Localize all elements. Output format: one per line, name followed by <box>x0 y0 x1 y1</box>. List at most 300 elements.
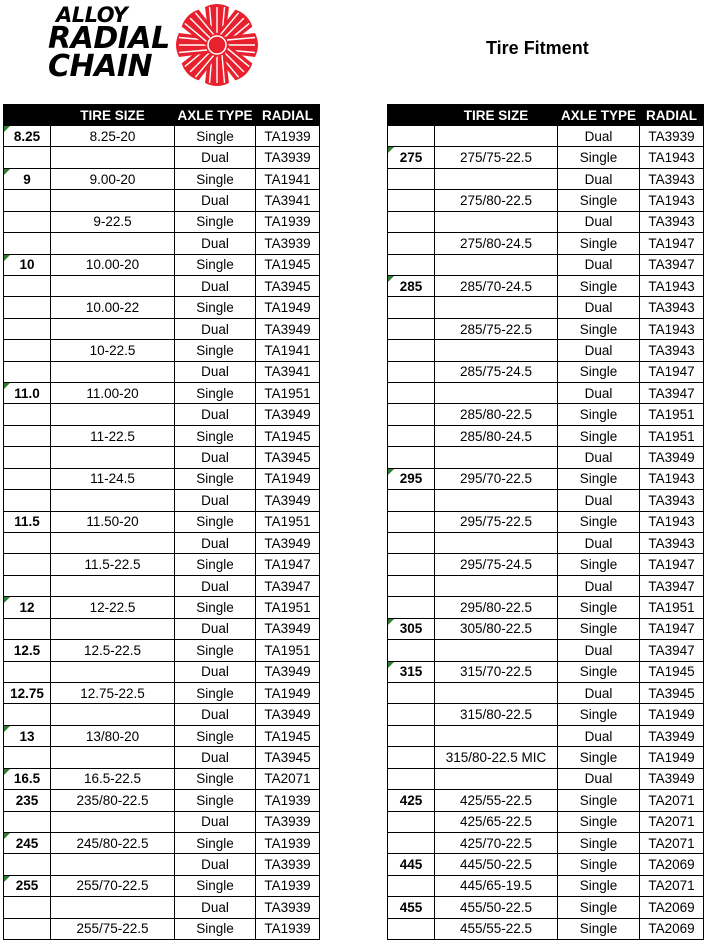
tire-size-cell <box>435 254 558 275</box>
tire-size-cell: 295/75-22.5 <box>435 511 558 532</box>
column-header-tire-size: TIRE SIZE <box>51 105 175 126</box>
radial-part-cell: TA3939 <box>256 147 320 168</box>
radial-part-cell: TA2069 <box>640 854 704 875</box>
axle-type-cell: Single <box>558 190 640 211</box>
tire-size-cell: 275/75-22.5 <box>435 147 558 168</box>
radial-part-cell: TA1947 <box>640 554 704 575</box>
table-row <box>4 854 320 875</box>
radial-part-cell: TA1949 <box>256 682 320 703</box>
row-size-group: 12.75 <box>4 682 51 703</box>
radial-part-cell: TA2071 <box>256 768 320 789</box>
table-row <box>388 640 704 661</box>
axle-type-cell: Single <box>175 768 256 789</box>
tire-size-cell: 315/80-22.5 <box>435 704 558 725</box>
row-size-group <box>388 875 435 896</box>
tire-size-cell <box>51 533 175 554</box>
tire-size-cell <box>435 575 558 596</box>
fitment-table-left <box>3 104 320 940</box>
axle-type-cell: Dual <box>558 126 640 147</box>
tire-size-cell: 295/80-22.5 <box>435 597 558 618</box>
axle-type-cell: Single <box>175 790 256 811</box>
radial-part-cell: TA1945 <box>256 425 320 446</box>
tire-size-cell: 16.5-22.5 <box>51 768 175 789</box>
radial-part-cell: TA3939 <box>256 854 320 875</box>
axle-type-cell: Single <box>558 597 640 618</box>
axle-type-cell: Dual <box>558 640 640 661</box>
table-row <box>4 340 320 361</box>
tire-size-cell: 10.00-20 <box>51 254 175 275</box>
table-row <box>4 404 320 425</box>
axle-type-cell: Single <box>175 640 256 661</box>
table-row <box>388 918 704 939</box>
axle-type-cell: Single <box>175 211 256 232</box>
row-size-group <box>388 126 435 147</box>
radial-part-cell: TA3947 <box>640 383 704 404</box>
radial-part-cell: TA1939 <box>256 875 320 896</box>
table-row <box>4 447 320 468</box>
row-size-group <box>388 575 435 596</box>
axle-type-cell: Dual <box>558 383 640 404</box>
radial-part-cell: TA1939 <box>256 790 320 811</box>
axle-type-cell: Dual <box>175 811 256 832</box>
tire-size-cell: 445/50-22.5 <box>435 854 558 875</box>
table-row <box>4 661 320 682</box>
radial-part-cell: TA1947 <box>640 361 704 382</box>
axle-type-cell: Dual <box>175 318 256 339</box>
logo-line-alloy: ALLOY <box>56 3 128 27</box>
axle-type-cell: Single <box>558 554 640 575</box>
table-row <box>388 211 704 232</box>
tire-size-cell <box>51 318 175 339</box>
axle-type-cell: Dual <box>175 618 256 639</box>
radial-part-cell: TA1949 <box>640 747 704 768</box>
row-size-group: 275 <box>388 147 435 168</box>
radial-part-cell: TA1951 <box>256 511 320 532</box>
column-header-axle-type: AXLE TYPE <box>558 105 640 126</box>
tire-size-cell: 285/75-22.5 <box>435 318 558 339</box>
tire-size-cell <box>51 233 175 254</box>
table-row <box>4 425 320 446</box>
table-row <box>4 832 320 853</box>
radial-part-cell: TA1947 <box>640 618 704 639</box>
tire-size-cell: 285/80-24.5 <box>435 425 558 446</box>
axle-type-cell: Dual <box>175 897 256 918</box>
row-size-group <box>388 404 435 425</box>
brand-logo <box>48 4 258 86</box>
tire-size-cell: 9.00-20 <box>51 168 175 189</box>
table-row <box>388 533 704 554</box>
row-size-group <box>4 533 51 554</box>
radial-part-cell: TA3949 <box>256 404 320 425</box>
radial-part-cell: TA1939 <box>256 918 320 939</box>
tire-size-cell <box>51 747 175 768</box>
row-size-group: 12.5 <box>4 640 51 661</box>
tire-size-cell: 235/80-22.5 <box>51 790 175 811</box>
radial-part-cell: TA1951 <box>640 425 704 446</box>
table-row <box>388 233 704 254</box>
tire-size-cell <box>435 168 558 189</box>
tire-chain-emblem-icon <box>176 4 258 86</box>
row-size-group <box>4 661 51 682</box>
table-row <box>4 468 320 489</box>
axle-type-cell: Dual <box>558 168 640 189</box>
radial-part-cell: TA1951 <box>640 597 704 618</box>
axle-type-cell: Single <box>175 468 256 489</box>
column-header-axle-type: AXLE TYPE <box>175 105 256 126</box>
tire-size-cell: 13/80-20 <box>51 725 175 746</box>
radial-part-cell: TA2071 <box>640 811 704 832</box>
table-row <box>4 575 320 596</box>
tire-size-cell <box>435 682 558 703</box>
table-row <box>4 768 320 789</box>
axle-type-cell: Single <box>558 404 640 425</box>
axle-type-cell: Single <box>175 297 256 318</box>
table-row <box>4 747 320 768</box>
radial-part-cell: TA3939 <box>256 233 320 254</box>
row-size-group <box>388 811 435 832</box>
row-size-group <box>388 361 435 382</box>
radial-part-cell: TA3939 <box>256 897 320 918</box>
table-row <box>4 554 320 575</box>
radial-part-cell: TA1939 <box>256 211 320 232</box>
table-row <box>388 854 704 875</box>
radial-part-cell: TA3949 <box>256 533 320 554</box>
table-row <box>388 597 704 618</box>
tire-size-cell <box>51 447 175 468</box>
axle-type-cell: Dual <box>558 340 640 361</box>
radial-part-cell: TA1939 <box>256 832 320 853</box>
radial-part-cell: TA1951 <box>256 597 320 618</box>
axle-type-cell: Single <box>558 790 640 811</box>
row-size-group: 10 <box>4 254 51 275</box>
row-size-group <box>388 640 435 661</box>
radial-part-cell: TA3943 <box>640 211 704 232</box>
tire-size-cell: 11-24.5 <box>51 468 175 489</box>
tire-size-cell <box>435 490 558 511</box>
tire-size-cell: 315/80-22.5 MIC <box>435 747 558 768</box>
row-size-group <box>388 383 435 404</box>
table-row <box>4 211 320 232</box>
radial-part-cell: TA3947 <box>640 254 704 275</box>
logo-line-radial: RADIAL <box>48 21 170 56</box>
row-size-group <box>388 832 435 853</box>
radial-part-cell: TA3949 <box>256 490 320 511</box>
axle-type-cell: Single <box>175 340 256 361</box>
radial-part-cell: TA2069 <box>640 918 704 939</box>
radial-part-cell: TA3949 <box>256 661 320 682</box>
row-size-group <box>4 854 51 875</box>
table-row <box>388 618 704 639</box>
table-row <box>388 383 704 404</box>
tire-size-cell <box>435 447 558 468</box>
table-row <box>388 811 704 832</box>
row-size-group <box>4 468 51 489</box>
row-size-group: 255 <box>4 875 51 896</box>
row-size-group <box>388 747 435 768</box>
tire-size-cell <box>435 725 558 746</box>
radial-part-cell: TA3943 <box>640 490 704 511</box>
axle-type-cell: Dual <box>558 490 640 511</box>
axle-type-cell: Dual <box>175 233 256 254</box>
tire-size-cell: 10.00-22 <box>51 297 175 318</box>
tire-size-cell: 12.75-22.5 <box>51 682 175 703</box>
page-title: Tire Fitment <box>486 38 589 58</box>
tire-size-cell: 285/80-22.5 <box>435 404 558 425</box>
axle-type-cell: Dual <box>558 254 640 275</box>
row-size-group <box>388 233 435 254</box>
radial-part-cell: TA3943 <box>640 340 704 361</box>
axle-type-cell: Single <box>558 897 640 918</box>
tire-size-cell <box>51 490 175 511</box>
table-row <box>388 404 704 425</box>
table-row <box>388 682 704 703</box>
table-row <box>4 533 320 554</box>
tire-size-cell <box>51 618 175 639</box>
tire-size-cell <box>435 640 558 661</box>
table-row <box>4 168 320 189</box>
column-header-size <box>388 105 435 126</box>
row-size-group <box>4 897 51 918</box>
row-size-group <box>388 297 435 318</box>
table-row <box>4 897 320 918</box>
tire-size-cell <box>51 897 175 918</box>
row-size-group <box>388 682 435 703</box>
table-row <box>4 297 320 318</box>
tire-size-cell: 315/70-22.5 <box>435 661 558 682</box>
radial-part-cell: TA3945 <box>256 747 320 768</box>
table-row <box>4 918 320 939</box>
radial-part-cell: TA3943 <box>640 533 704 554</box>
axle-type-cell: Single <box>558 854 640 875</box>
table-row <box>4 618 320 639</box>
tire-size-cell <box>435 211 558 232</box>
radial-part-cell: TA1951 <box>256 640 320 661</box>
radial-part-cell: TA1945 <box>256 725 320 746</box>
radial-part-cell: TA3947 <box>256 575 320 596</box>
row-size-group <box>388 425 435 446</box>
axle-type-cell: Single <box>175 554 256 575</box>
tire-size-cell <box>51 147 175 168</box>
table-row <box>4 640 320 661</box>
axle-type-cell: Dual <box>175 704 256 725</box>
axle-type-cell: Dual <box>175 275 256 296</box>
row-size-group: 455 <box>388 897 435 918</box>
radial-part-cell: TA3949 <box>640 768 704 789</box>
tire-size-cell: 255/75-22.5 <box>51 918 175 939</box>
row-size-group <box>388 704 435 725</box>
tire-size-cell: 295/75-24.5 <box>435 554 558 575</box>
axle-type-cell: Single <box>175 832 256 853</box>
table-row <box>388 190 704 211</box>
table-row <box>388 147 704 168</box>
table-row <box>4 790 320 811</box>
row-size-group <box>4 575 51 596</box>
radial-part-cell: TA1943 <box>640 468 704 489</box>
table-row <box>388 704 704 725</box>
axle-type-cell: Dual <box>558 682 640 703</box>
axle-type-cell: Dual <box>175 854 256 875</box>
table-row <box>4 682 320 703</box>
radial-part-cell: TA1947 <box>256 554 320 575</box>
row-size-group <box>388 597 435 618</box>
row-size-group <box>4 275 51 296</box>
table-header-row <box>4 105 320 126</box>
radial-part-cell: TA2069 <box>640 897 704 918</box>
tire-size-cell: 275/80-22.5 <box>435 190 558 211</box>
table-row <box>388 554 704 575</box>
radial-part-cell: TA1941 <box>256 340 320 361</box>
row-size-group: 425 <box>388 790 435 811</box>
row-size-group <box>4 811 51 832</box>
axle-type-cell: Single <box>558 747 640 768</box>
table-row <box>388 575 704 596</box>
table-row <box>4 275 320 296</box>
row-size-group <box>388 918 435 939</box>
row-size-group <box>388 511 435 532</box>
tire-size-cell <box>51 190 175 211</box>
row-size-group <box>388 254 435 275</box>
axle-type-cell: Single <box>558 661 640 682</box>
axle-type-cell: Single <box>558 875 640 896</box>
table-row <box>388 168 704 189</box>
tire-size-cell <box>51 704 175 725</box>
axle-type-cell: Single <box>558 425 640 446</box>
table-row <box>4 875 320 896</box>
radial-part-cell: TA3947 <box>640 575 704 596</box>
table-row <box>388 126 704 147</box>
axle-type-cell: Single <box>175 918 256 939</box>
tire-size-cell: 305/80-22.5 <box>435 618 558 639</box>
axle-type-cell: Single <box>175 511 256 532</box>
column-header-radial: RADIAL <box>640 105 704 126</box>
table-row <box>388 747 704 768</box>
tire-size-cell: 425/55-22.5 <box>435 790 558 811</box>
tire-size-cell <box>51 661 175 682</box>
row-size-group <box>4 618 51 639</box>
table-row <box>388 425 704 446</box>
row-size-group: 11.5 <box>4 511 51 532</box>
axle-type-cell: Single <box>558 618 640 639</box>
tire-size-cell: 255/70-22.5 <box>51 875 175 896</box>
axle-type-cell: Single <box>175 682 256 703</box>
radial-part-cell: TA3947 <box>640 640 704 661</box>
tire-size-cell: 11.50-20 <box>51 511 175 532</box>
axle-type-cell: Dual <box>175 490 256 511</box>
radial-part-cell: TA1943 <box>640 190 704 211</box>
row-size-group: 305 <box>388 618 435 639</box>
tire-size-cell <box>435 340 558 361</box>
row-size-group: 285 <box>388 275 435 296</box>
row-size-group: 8.25 <box>4 126 51 147</box>
table-row <box>388 832 704 853</box>
table-row <box>388 254 704 275</box>
table-row <box>4 383 320 404</box>
radial-part-cell: TA1943 <box>640 318 704 339</box>
table-row <box>388 447 704 468</box>
row-size-group <box>4 425 51 446</box>
axle-type-cell: Single <box>175 597 256 618</box>
radial-part-cell: TA3941 <box>256 190 320 211</box>
table-row <box>4 318 320 339</box>
tire-size-cell: 8.25-20 <box>51 126 175 147</box>
axle-type-cell: Single <box>558 704 640 725</box>
radial-part-cell: TA1949 <box>640 704 704 725</box>
axle-type-cell: Dual <box>175 147 256 168</box>
table-row <box>4 126 320 147</box>
row-size-group <box>388 211 435 232</box>
row-size-group <box>4 318 51 339</box>
radial-part-cell: TA1945 <box>256 254 320 275</box>
row-size-group: 445 <box>388 854 435 875</box>
radial-part-cell: TA1941 <box>256 168 320 189</box>
axle-type-cell: Single <box>558 147 640 168</box>
table-row <box>4 233 320 254</box>
tire-size-cell: 245/80-22.5 <box>51 832 175 853</box>
axle-type-cell: Dual <box>558 725 640 746</box>
radial-part-cell: TA1947 <box>640 233 704 254</box>
row-size-group: 9 <box>4 168 51 189</box>
radial-part-cell: TA3943 <box>640 168 704 189</box>
radial-part-cell: TA2071 <box>640 832 704 853</box>
row-size-group: 315 <box>388 661 435 682</box>
row-size-group: 16.5 <box>4 768 51 789</box>
axle-type-cell: Dual <box>175 361 256 382</box>
axle-type-cell: Dual <box>558 297 640 318</box>
radial-part-cell: TA1943 <box>640 147 704 168</box>
table-row <box>4 811 320 832</box>
axle-type-cell: Dual <box>175 447 256 468</box>
radial-part-cell: TA1951 <box>640 404 704 425</box>
tire-size-cell: 12-22.5 <box>51 597 175 618</box>
row-size-group <box>388 318 435 339</box>
row-size-group <box>4 147 51 168</box>
table-row <box>4 254 320 275</box>
tire-size-cell <box>435 768 558 789</box>
tire-size-cell: 285/70-24.5 <box>435 275 558 296</box>
row-size-group: 235 <box>4 790 51 811</box>
tire-size-cell: 12.5-22.5 <box>51 640 175 661</box>
radial-part-cell: TA3949 <box>256 618 320 639</box>
tire-size-cell: 11-22.5 <box>51 425 175 446</box>
table-row <box>4 490 320 511</box>
table-row <box>388 661 704 682</box>
table-row <box>388 468 704 489</box>
radial-part-cell: TA1943 <box>640 275 704 296</box>
tire-size-cell <box>435 533 558 554</box>
axle-type-cell: Single <box>175 254 256 275</box>
tire-size-cell: 9-22.5 <box>51 211 175 232</box>
axle-type-cell: Dual <box>558 768 640 789</box>
tire-size-cell: 11.5-22.5 <box>51 554 175 575</box>
tire-size-cell: 425/70-22.5 <box>435 832 558 853</box>
radial-part-cell: TA3945 <box>256 275 320 296</box>
axle-type-cell: Single <box>175 875 256 896</box>
logo-line-chain: CHAIN <box>48 49 153 84</box>
table-row <box>4 190 320 211</box>
axle-type-cell: Dual <box>175 661 256 682</box>
tire-size-cell: 275/80-24.5 <box>435 233 558 254</box>
tire-size-cell <box>51 361 175 382</box>
row-size-group: 12 <box>4 597 51 618</box>
row-size-group <box>4 211 51 232</box>
axle-type-cell: Dual <box>175 190 256 211</box>
axle-type-cell: Single <box>558 361 640 382</box>
axle-type-cell: Dual <box>175 575 256 596</box>
radial-part-cell: TA3949 <box>640 447 704 468</box>
row-size-group <box>4 340 51 361</box>
tire-size-cell <box>435 297 558 318</box>
axle-type-cell: Single <box>558 811 640 832</box>
